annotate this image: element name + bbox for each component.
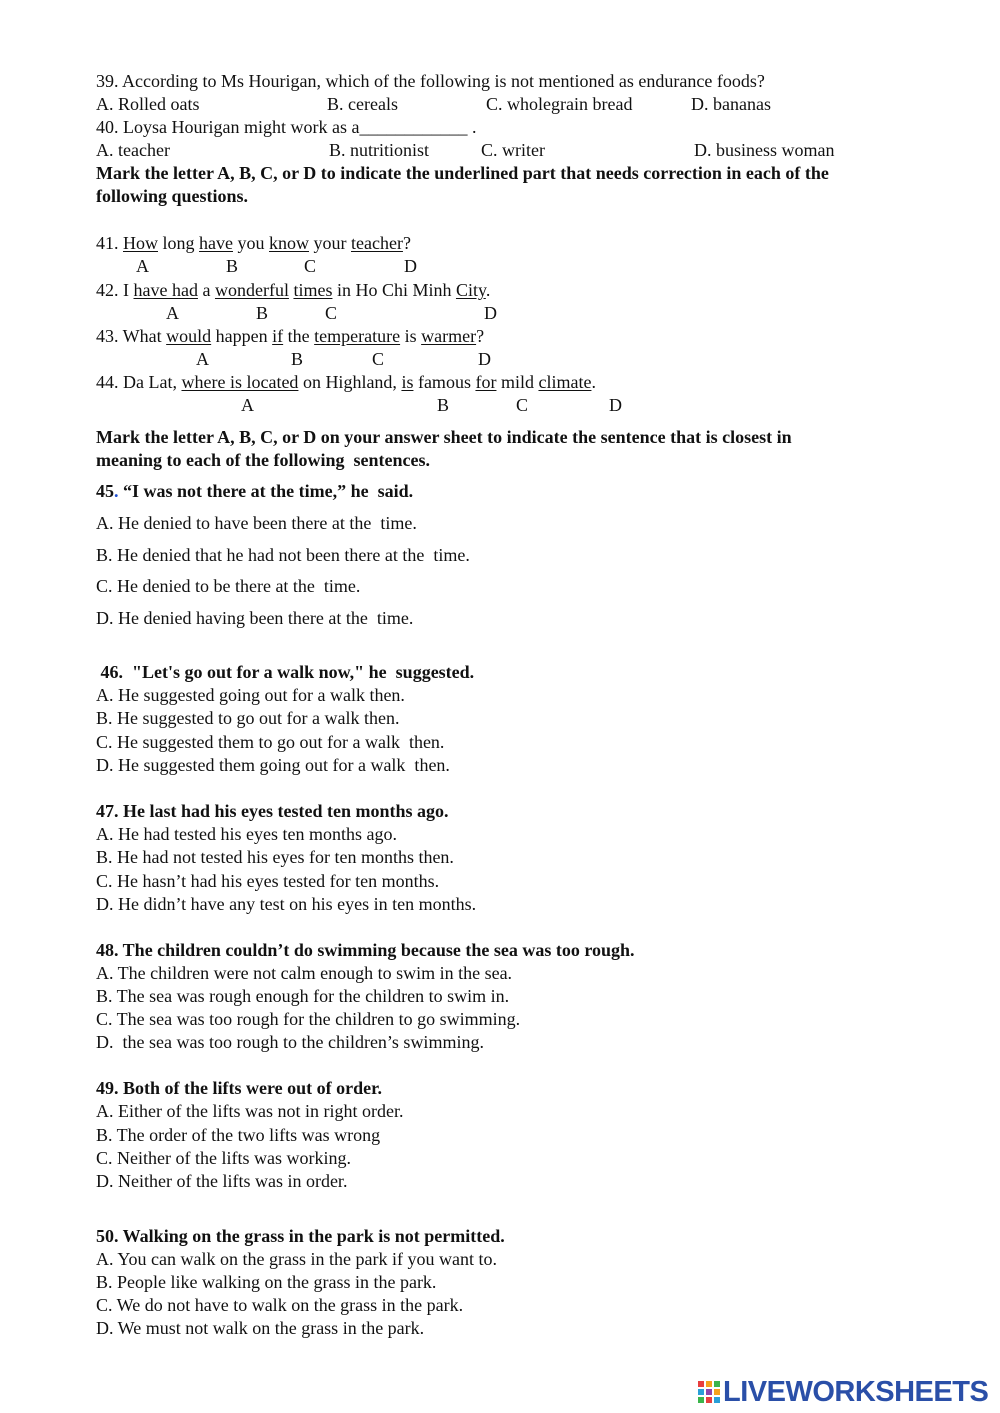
- q43-text: happen: [211, 326, 273, 346]
- q46-option-c: C. He suggested them to go out for a walk then.: [96, 732, 445, 752]
- q48-stem: 48. The children couldn’t do swimming because the sea was too rough.: [96, 940, 635, 960]
- q41-number: 41.: [96, 233, 123, 253]
- q49-option-a: A. Either of the lifts was not in right order.: [96, 1101, 404, 1121]
- q43-text: the: [283, 326, 315, 346]
- q44-number: 44. Da Lat,: [96, 372, 182, 392]
- q42-underline-d: City: [455, 280, 486, 300]
- q49-stem: 49. Both of the lifts were out of order.: [96, 1078, 382, 1098]
- q40-option-c: C. writer: [481, 140, 545, 160]
- liveworksheets-logo[interactable]: [697, 1375, 993, 1409]
- q47-stem: 47. He last had his eyes tested ten months ago.: [96, 801, 449, 821]
- q46-option-b: B. He suggested to go out for a walk then.: [96, 708, 400, 728]
- q39-option-a: A. Rolled oats: [96, 94, 200, 114]
- q50-option-a: A. You can walk on the grass in the park if you want to.: [96, 1249, 497, 1269]
- q41-text: long: [158, 233, 200, 253]
- q40-option-a: A. teacher: [96, 140, 170, 160]
- q42-label-a: A: [166, 303, 179, 323]
- q43-underline-b: if: [272, 326, 284, 346]
- q42-text: in Ho Chi Minh: [332, 280, 456, 300]
- q44-label-d: D: [609, 395, 622, 415]
- liveworksheets-logo-text: LIVEWORKSHEETS: [723, 1376, 989, 1408]
- q42-number: 42. I: [96, 280, 134, 300]
- q42-text: .: [485, 280, 491, 300]
- q45-number: 45: [96, 481, 114, 501]
- q48-option-b: B. The sea was rough enough for the children to swim in.: [96, 986, 510, 1006]
- error-instruction-line2: following questions.: [96, 186, 249, 206]
- q50-option-b: B. People like walking on the grass in the park.: [96, 1272, 437, 1292]
- q48-option-d: D. the sea was too rough to the children’s swimming.: [96, 1032, 484, 1052]
- q43-underline-c: temperature: [314, 326, 401, 346]
- q46-option-d: D. He suggested them going out for a walk then.: [96, 755, 450, 775]
- q45-option-b: B. He denied that he had not been there at the time.: [96, 545, 470, 565]
- q49-option-d: D. Neither of the lifts was in order.: [96, 1171, 348, 1191]
- q44-text: mild: [496, 372, 539, 392]
- q43-text: is: [400, 326, 422, 346]
- q41-label-a: A: [136, 256, 149, 276]
- q47-option-a: A. He had tested his eyes ten months ago.: [96, 824, 397, 844]
- error-instruction-line1: Mark the letter A, B, C, or D to indicate the underlined part that needs correction in each of the: [96, 163, 829, 183]
- q43-underline-d: warmer: [421, 326, 477, 346]
- q45-stem-text: “I was not there at the time,” he said.: [118, 481, 414, 501]
- q48-option-c: C. The sea was too rough for the children to go swimming.: [96, 1009, 521, 1029]
- q40-option-b: B. nutritionist: [329, 140, 430, 160]
- q42-label-d: D: [484, 303, 497, 323]
- q49-option-c: C. Neither of the lifts was working.: [96, 1148, 351, 1168]
- q43-underline-a: would: [166, 326, 212, 346]
- q44-underline-d: climate: [538, 372, 592, 392]
- q41-sentence: [96, 232, 411, 255]
- q42-underline-c: times: [293, 280, 333, 300]
- q49-option-b: B. The order of the two lifts was wrong: [96, 1125, 381, 1145]
- q45-option-a: A. He denied to have been there at the time.: [96, 513, 417, 533]
- q44-label-a: A: [241, 395, 254, 415]
- meaning-instruction-line1: Mark the letter A, B, C, or D on your answer sheet to indicate the sentence that is closest in: [96, 427, 792, 447]
- q43-sentence: [96, 325, 484, 348]
- q41-underline-b: have: [199, 233, 233, 253]
- q44-text: .: [591, 372, 596, 392]
- q43-label-a: A: [196, 349, 209, 369]
- q42-sentence: [96, 279, 490, 302]
- q45-stem: [96, 480, 413, 503]
- liveworksheets-logo-icon: [697, 1380, 721, 1404]
- q46-option-a: A. He suggested going out for a walk then.: [96, 685, 405, 705]
- q45-dot: .: [114, 481, 119, 501]
- q39-stem: 39. According to Ms Hourigan, which of the following is not mentioned as endurance foods?: [96, 71, 765, 91]
- q41-label-b: B: [226, 256, 239, 276]
- q44-text: famous: [413, 372, 476, 392]
- q44-underline-b: is: [401, 372, 414, 392]
- q43-label-d: D: [478, 349, 491, 369]
- q47-option-c: C. He hasn’t had his eyes tested for ten months.: [96, 871, 440, 891]
- q41-text: your: [309, 233, 351, 253]
- q39-option-b: B. cereals: [327, 94, 398, 114]
- q43-label-c: C: [372, 349, 385, 369]
- q46-stem: 46. "Let's go out for a walk now," he suggested.: [96, 662, 475, 682]
- q41-label-d: D: [404, 256, 417, 276]
- q44-underline-a: where is located: [181, 372, 299, 392]
- q40-option-d: D. business woman: [694, 140, 835, 160]
- q39-option-d: D. bananas: [691, 94, 771, 114]
- q45-option-d: D. He denied having been there at the time.: [96, 608, 414, 628]
- q50-stem: 50. Walking on the grass in the park is not permitted.: [96, 1226, 505, 1246]
- q41-label-c: C: [304, 256, 317, 276]
- q41-text: you: [233, 233, 269, 253]
- q44-label-c: C: [516, 395, 529, 415]
- q50-option-c: C. We do not have to walk on the grass in the park.: [96, 1295, 464, 1315]
- q41-text: ?: [402, 233, 411, 253]
- q47-option-b: B. He had not tested his eyes for ten months then.: [96, 847, 454, 867]
- q50-option-d: D. We must not walk on the grass in the park.: [96, 1318, 425, 1338]
- meaning-instruction-line2: meaning to each of the following sentences.: [96, 450, 430, 470]
- q42-label-b: B: [256, 303, 269, 323]
- q44-label-b: B: [437, 395, 450, 415]
- q43-number: 43. What: [96, 326, 167, 346]
- q42-underline-b: wonderful: [214, 280, 289, 300]
- q41-underline-a: How: [123, 233, 158, 253]
- q44-text: on Highland,: [298, 372, 402, 392]
- q43-label-b: B: [291, 349, 304, 369]
- q39-option-c: C. wholegrain bread: [486, 94, 633, 114]
- q44-underline-c: for: [475, 372, 497, 392]
- q43-text: ?: [476, 326, 485, 346]
- q41-underline-d: teacher: [351, 233, 403, 253]
- q42-underline-a: have had: [133, 280, 198, 300]
- q45-option-c: C. He denied to be there at the time.: [96, 576, 361, 596]
- q44-sentence: [96, 371, 596, 394]
- q42-label-c: C: [325, 303, 338, 323]
- q41-underline-c: know: [269, 233, 309, 253]
- q48-option-a: A. The children were not calm enough to swim in the sea.: [96, 963, 513, 983]
- q42-text: a: [197, 280, 215, 300]
- q47-option-d: D. He didn’t have any test on his eyes in ten months.: [96, 894, 477, 914]
- q40-stem: 40. Loysa Hourigan might work as a____________ .: [96, 117, 477, 137]
